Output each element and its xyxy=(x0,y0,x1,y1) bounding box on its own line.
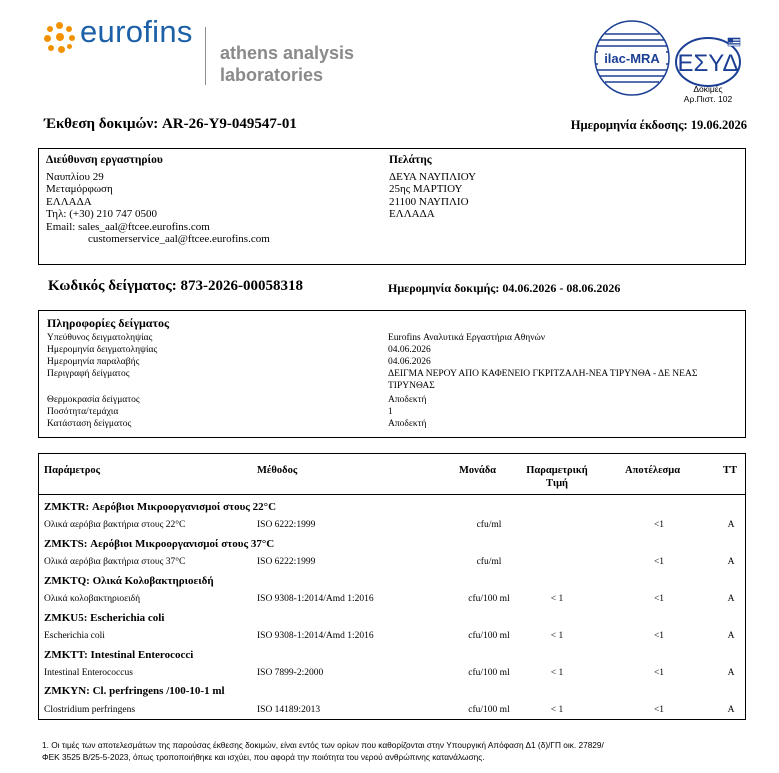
client-address xyxy=(389,154,476,221)
cell-param-value: < 1 xyxy=(550,594,564,604)
header-divider xyxy=(39,494,745,495)
sample-info-label: Θερμοκρασία δείγματος xyxy=(47,395,140,405)
client-heading: Πελάτης xyxy=(389,154,432,166)
lab-name-line2: laboratories xyxy=(220,65,324,85)
cell-param-value: < 1 xyxy=(550,668,564,678)
report-title: Έκθεση δοκιμών: AR-26-Y9-049547-01 xyxy=(44,116,297,132)
cell-tt: A xyxy=(727,557,735,567)
cell-unit: cfu/100 ml xyxy=(468,594,510,604)
cell-unit: cfu/100 ml xyxy=(468,668,510,678)
lab-address-line: ΕΛΛΑΔΑ xyxy=(46,195,92,208)
sample-info-value: 04.06.2026 xyxy=(388,345,431,355)
lab-name-line1: athens analysis xyxy=(220,43,355,63)
esyd-caption xyxy=(672,84,744,104)
sample-info-label: Ημερομηνία παραλαβής xyxy=(47,357,140,367)
cell-result: <1 xyxy=(653,668,665,678)
group-title: ZMKYN: Cl. perfringens /100-10-1 ml xyxy=(44,685,225,697)
esyd-logo xyxy=(674,36,742,88)
footnote-line2: ΦΕΚ 3525 Β/25-5-2023, όπως τροποποιήθηκε και ισχύει, που αφορά την ποιότητα του νερού ανθρώπινης κατανάλωσης. xyxy=(42,751,485,762)
cell-parameter: Clostridium perfringens xyxy=(44,705,136,715)
cell-parameter: Ολικά αερόβια βακτήρια στους 22°C xyxy=(44,520,186,530)
sample-info-value: Αποδεκτή xyxy=(388,395,427,405)
cell-result: <1 xyxy=(653,557,665,567)
header-parameter: Παράμετρος xyxy=(44,465,101,476)
cell-tt: A xyxy=(727,631,735,641)
header-method: Μέθοδος xyxy=(257,465,298,476)
sample-info-label: Ποσότητα/τεμάχια xyxy=(47,407,119,417)
cell-param-value: < 1 xyxy=(550,705,564,715)
sample-code: Κωδικός δείγματος: 873-2026-00058318 xyxy=(48,278,303,294)
sample-info-value: 1 xyxy=(388,407,393,417)
cell-tt: A xyxy=(727,668,735,678)
esyd-caption-line1: Δοκιμές xyxy=(693,84,723,94)
lab-email-2: customerservice_aal@ftcee.eurofins.com xyxy=(88,233,270,245)
group-title: ZMKU5: Escherichia coli xyxy=(44,612,165,624)
cell-method: ISO 9308-1:2014/Amd 1:2016 xyxy=(257,631,374,641)
cell-tt: A xyxy=(727,594,735,604)
eurofins-dots-icon xyxy=(44,22,76,54)
lab-address xyxy=(46,154,270,246)
cell-parameter: Intestinal Enterococcus xyxy=(44,668,133,678)
address-box xyxy=(38,148,746,265)
sample-info-label: Ημερομηνία δειγματοληψίας xyxy=(47,345,158,355)
footnote-line1: 1. Οι τιμές των αποτελεσμάτων της παρούσας έκθεσης δοκιμών, είναι εντός των ορίων που καθορίζονται στην Υπουργική Απόφαση Δ1 (δ)/ΓΠ οικ. 27829/ xyxy=(42,740,604,750)
sample-info-value: Αποδεκτή xyxy=(388,419,427,429)
results-table xyxy=(38,453,746,720)
client-line: 21100 ΝΑΥΠΛΙΟ xyxy=(389,195,469,208)
lab-name xyxy=(220,42,354,86)
sample-info-label: Περιγραφή δείγματος xyxy=(47,369,130,379)
lab-address-line: Μεταμόρφωση xyxy=(46,183,113,195)
cell-result: <1 xyxy=(653,631,665,641)
group-title: ZMKTQ: Ολικά Κολοβακτηριοειδή xyxy=(44,575,214,587)
ilac-label: ilac-MRA xyxy=(604,51,660,66)
client-line: 25ης ΜΑΡΤΙΟΥ xyxy=(389,183,463,195)
esyd-caption-line2: Αρ.Πιστ. 102 xyxy=(683,94,733,104)
cell-method: ISO 9308-1:2014/Amd 1:2016 xyxy=(257,594,374,604)
cell-result: <1 xyxy=(653,520,665,530)
footnote xyxy=(42,740,732,763)
group-title: ZMKTR: Αερόβιοι Μικροοργανισμοί στους 22°C xyxy=(44,501,277,513)
cell-result: <1 xyxy=(653,594,665,604)
cell-parameter: Ολικά αερόβια βακτήρια στους 37°C xyxy=(44,557,186,567)
group-title: ZMKTT: Intestinal Enterococci xyxy=(44,649,194,661)
cell-param-value: < 1 xyxy=(550,631,564,641)
cell-unit: cfu/ml xyxy=(476,557,502,567)
cell-parameter: Ολικά κολοβακτηριοειδή xyxy=(44,594,141,604)
lab-email: Email: sales_aal@ftcee.eurofins.com xyxy=(46,220,210,233)
cell-method: ISO 14189:2013 xyxy=(257,705,321,715)
cell-tt: A xyxy=(727,520,735,530)
cell-parameter: Escherichia coli xyxy=(44,631,105,641)
group-title: ZMKTS: Αερόβιοι Μικροοργανισμοί στους 37°C xyxy=(44,538,275,550)
sample-info-value: Eurofins Αναλυτικά Εργαστήρια Αθηνών xyxy=(388,333,546,343)
brand-name: eurofins xyxy=(80,14,193,49)
brand-divider xyxy=(205,27,206,85)
cell-method: ISO 6222:1999 xyxy=(257,557,316,567)
lab-phone: Τηλ: (+30) 210 747 0500 xyxy=(46,208,157,220)
sample-info-value: ΔΕΙΓΜΑ ΝΕΡΟΥ ΑΠΟ ΚΑΦΕΝΕΙΟ ΓΚΡΙΤΖΑΛΗ-ΝΕΑ ΤΙΡΥΝΘΑ - ΔΕ ΝΕΑΣ ΤΙΡΥΝΘΑΣ xyxy=(388,369,698,391)
ilac-mra-logo xyxy=(592,18,672,98)
sample-info-label: Κατάσταση δείγματος xyxy=(47,419,132,429)
sample-info-heading: Πληροφορίες δείγματος xyxy=(47,316,170,330)
header-unit: Μονάδα xyxy=(459,465,497,476)
header-param-value xyxy=(517,464,597,490)
header-param-value-line1: Παραμετρική xyxy=(526,465,588,476)
cell-tt: A xyxy=(727,705,735,715)
cell-unit: cfu/ml xyxy=(476,520,502,530)
lab-address-line: Ναυπλίου 29 xyxy=(46,170,104,183)
header-tt: ΤΤ xyxy=(723,465,738,476)
lab-address-heading: Διεύθυνση εργαστηρίου xyxy=(46,154,163,166)
cell-method: ISO 7899-2:2000 xyxy=(257,668,324,678)
client-line: ΔΕΥΑ ΝΑΥΠΛΙΟΥ xyxy=(389,170,477,183)
test-date: Ημερομηνία δοκιμής: 04.06.2026 - 08.06.2026 xyxy=(388,281,621,295)
header-param-value-line2: Τιμή xyxy=(546,478,568,489)
sample-info-box xyxy=(38,310,746,438)
cell-result: <1 xyxy=(653,705,665,715)
cell-method: ISO 6222:1999 xyxy=(257,520,316,530)
client-line: ΕΛΛΑΔΑ xyxy=(389,208,435,220)
sample-info-value: 04.06.2026 xyxy=(388,357,431,367)
issue-date: Ημερομηνία έκδοσης: 19.06.2026 xyxy=(570,118,747,132)
esyd-label: ΕΣΥΔ xyxy=(677,50,739,77)
header-result: Αποτέλεσμα xyxy=(625,465,681,476)
sample-info-label: Υπεύθυνος δειγματοληψίας xyxy=(47,333,153,343)
cell-unit: cfu/100 ml xyxy=(468,705,510,715)
cell-unit: cfu/100 ml xyxy=(468,631,510,641)
